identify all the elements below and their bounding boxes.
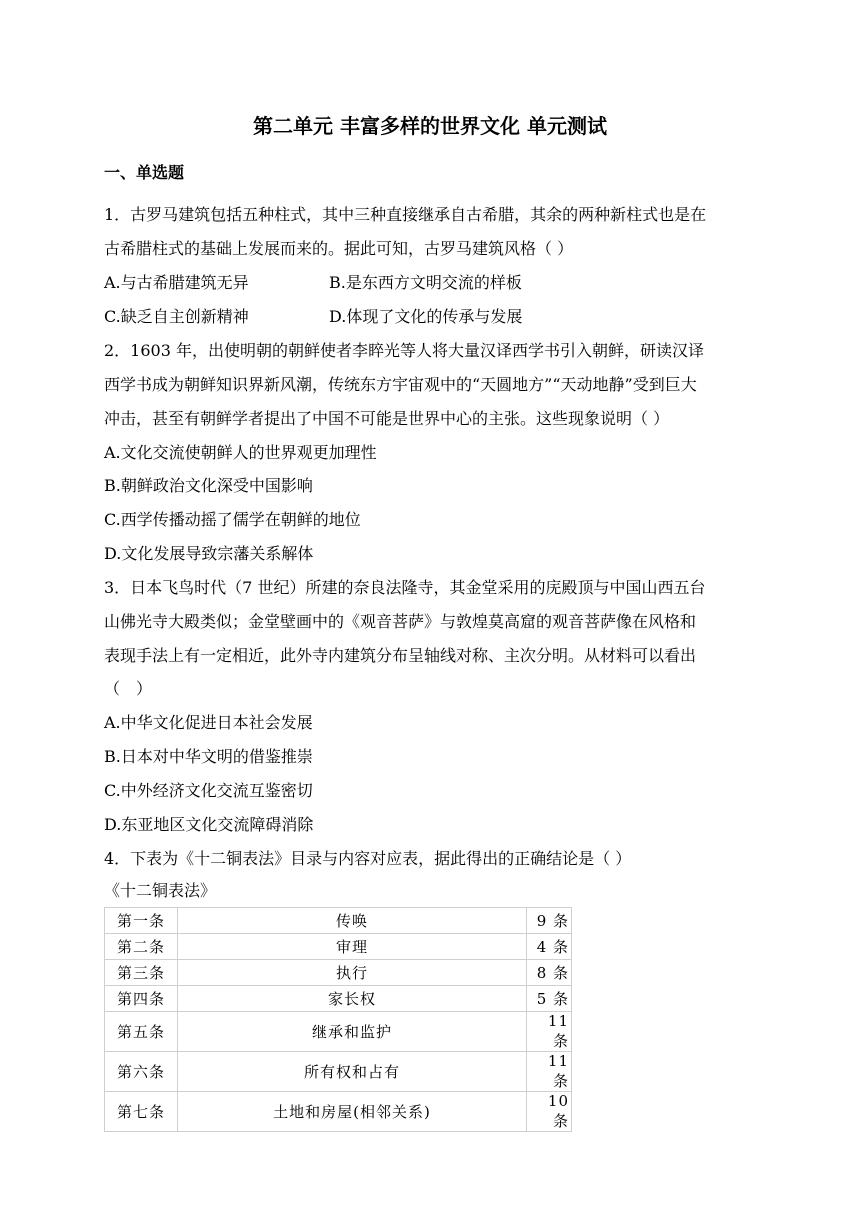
question-1-text: 古希腊柱式的基础上发展而来的。据此可知，古罗马建筑风格（ ） xyxy=(104,239,574,258)
question-2-text: 2．1603 年，出使明朝的朝鲜使者李睟光等人将大量汉译西学书引入朝鲜，研读汉译 xyxy=(104,341,704,360)
section-heading: 一、单选题 xyxy=(104,163,185,182)
row-content: 家长权 xyxy=(178,986,527,1012)
row-count: 4 条 xyxy=(527,934,572,960)
question-3-text: 山佛光寺大殿类似；金堂壁画中的《观音菩萨》与敦煌莫高窟的观音菩萨像在风格和 xyxy=(104,612,697,631)
table-row xyxy=(105,1012,572,1052)
question-3-text: 表现手法上有一定相近，此外寺内建筑分布呈轴线对称、主次分明。从材料可以看出 xyxy=(104,646,697,665)
option-a: A.文化交流使朝鲜人的世界观更加理性 xyxy=(104,443,377,462)
row-number: 第七条 xyxy=(105,1092,178,1132)
option-d: D.体现了文化的传承与发展 xyxy=(329,307,523,326)
row-count: 11 条 xyxy=(527,1012,572,1052)
row-count: 11 条 xyxy=(527,1052,572,1092)
question-2-text: 冲击，甚至有朝鲜学者提出了中国不可能是世界中心的主张。这些现象说明（ ） xyxy=(104,409,670,428)
question-2-text: 西学书成为朝鲜知识界新风潮，传统东方宇宙观中的“天圆地方”“天动地静”受到巨大 xyxy=(104,375,697,394)
table-row xyxy=(105,1092,572,1132)
page-title: 第二单元 丰富多样的世界文化 单元测试 xyxy=(253,114,607,138)
row-number: 第五条 xyxy=(105,1012,178,1052)
row-content: 执行 xyxy=(178,960,527,986)
row-count: 9 条 xyxy=(527,908,572,934)
law-table xyxy=(104,907,572,1132)
table-row xyxy=(105,960,572,986)
row-number: 第四条 xyxy=(105,986,178,1012)
option-a: A.与古希腊建筑无异 xyxy=(104,273,249,292)
row-content: 土地和房屋(相邻关系) xyxy=(178,1092,527,1132)
table-row xyxy=(105,986,572,1012)
option-a: A.中华文化促进日本社会发展 xyxy=(104,713,313,732)
row-number: 第六条 xyxy=(105,1052,178,1092)
option-c: C.西学传播动摇了儒学在朝鲜的地位 xyxy=(104,510,361,529)
question-4-text: 4．下表为《十二铜表法》目录与内容对应表，据此得出的正确结论是（ ） xyxy=(104,849,632,868)
row-count: 8 条 xyxy=(527,960,572,986)
option-d: D.文化发展导致宗藩关系解体 xyxy=(104,544,314,563)
table-caption: 《十二铜表法》 xyxy=(104,881,217,900)
option-b: B.朝鲜政治文化深受中国影响 xyxy=(104,476,313,495)
row-content: 继承和监护 xyxy=(178,1012,527,1052)
option-c: C.缺乏自主创新精神 xyxy=(104,307,249,326)
option-d: D.东亚地区文化交流障碍消除 xyxy=(104,815,314,834)
row-content: 所有权和占有 xyxy=(178,1052,527,1092)
row-content: 审理 xyxy=(178,934,527,960)
row-number: 第二条 xyxy=(105,934,178,960)
table-row xyxy=(105,934,572,960)
option-b: B.是东西方文明交流的样板 xyxy=(329,273,522,292)
row-number: 第三条 xyxy=(105,960,178,986)
row-number: 第一条 xyxy=(105,908,178,934)
question-3-text: 3．日本飞鸟时代（7 世纪）所建的奈良法隆寺，其金堂采用的庑殿顶与中国山西五台 xyxy=(104,578,706,597)
option-c: C.中外经济文化交流互鉴密切 xyxy=(104,781,313,800)
question-1-text: 1．古罗马建筑包括五种柱式，其中三种直接继承自古希腊，其余的两种新柱式也是在 xyxy=(104,205,707,224)
row-count: 5 条 xyxy=(527,986,572,1012)
question-3-text: （ ） xyxy=(104,679,153,698)
table-row xyxy=(105,908,572,934)
row-content: 传唤 xyxy=(178,908,527,934)
row-count: 10 条 xyxy=(527,1092,572,1132)
option-b: B.日本对中华文明的借鉴推崇 xyxy=(104,747,313,766)
table-row xyxy=(105,1052,572,1092)
